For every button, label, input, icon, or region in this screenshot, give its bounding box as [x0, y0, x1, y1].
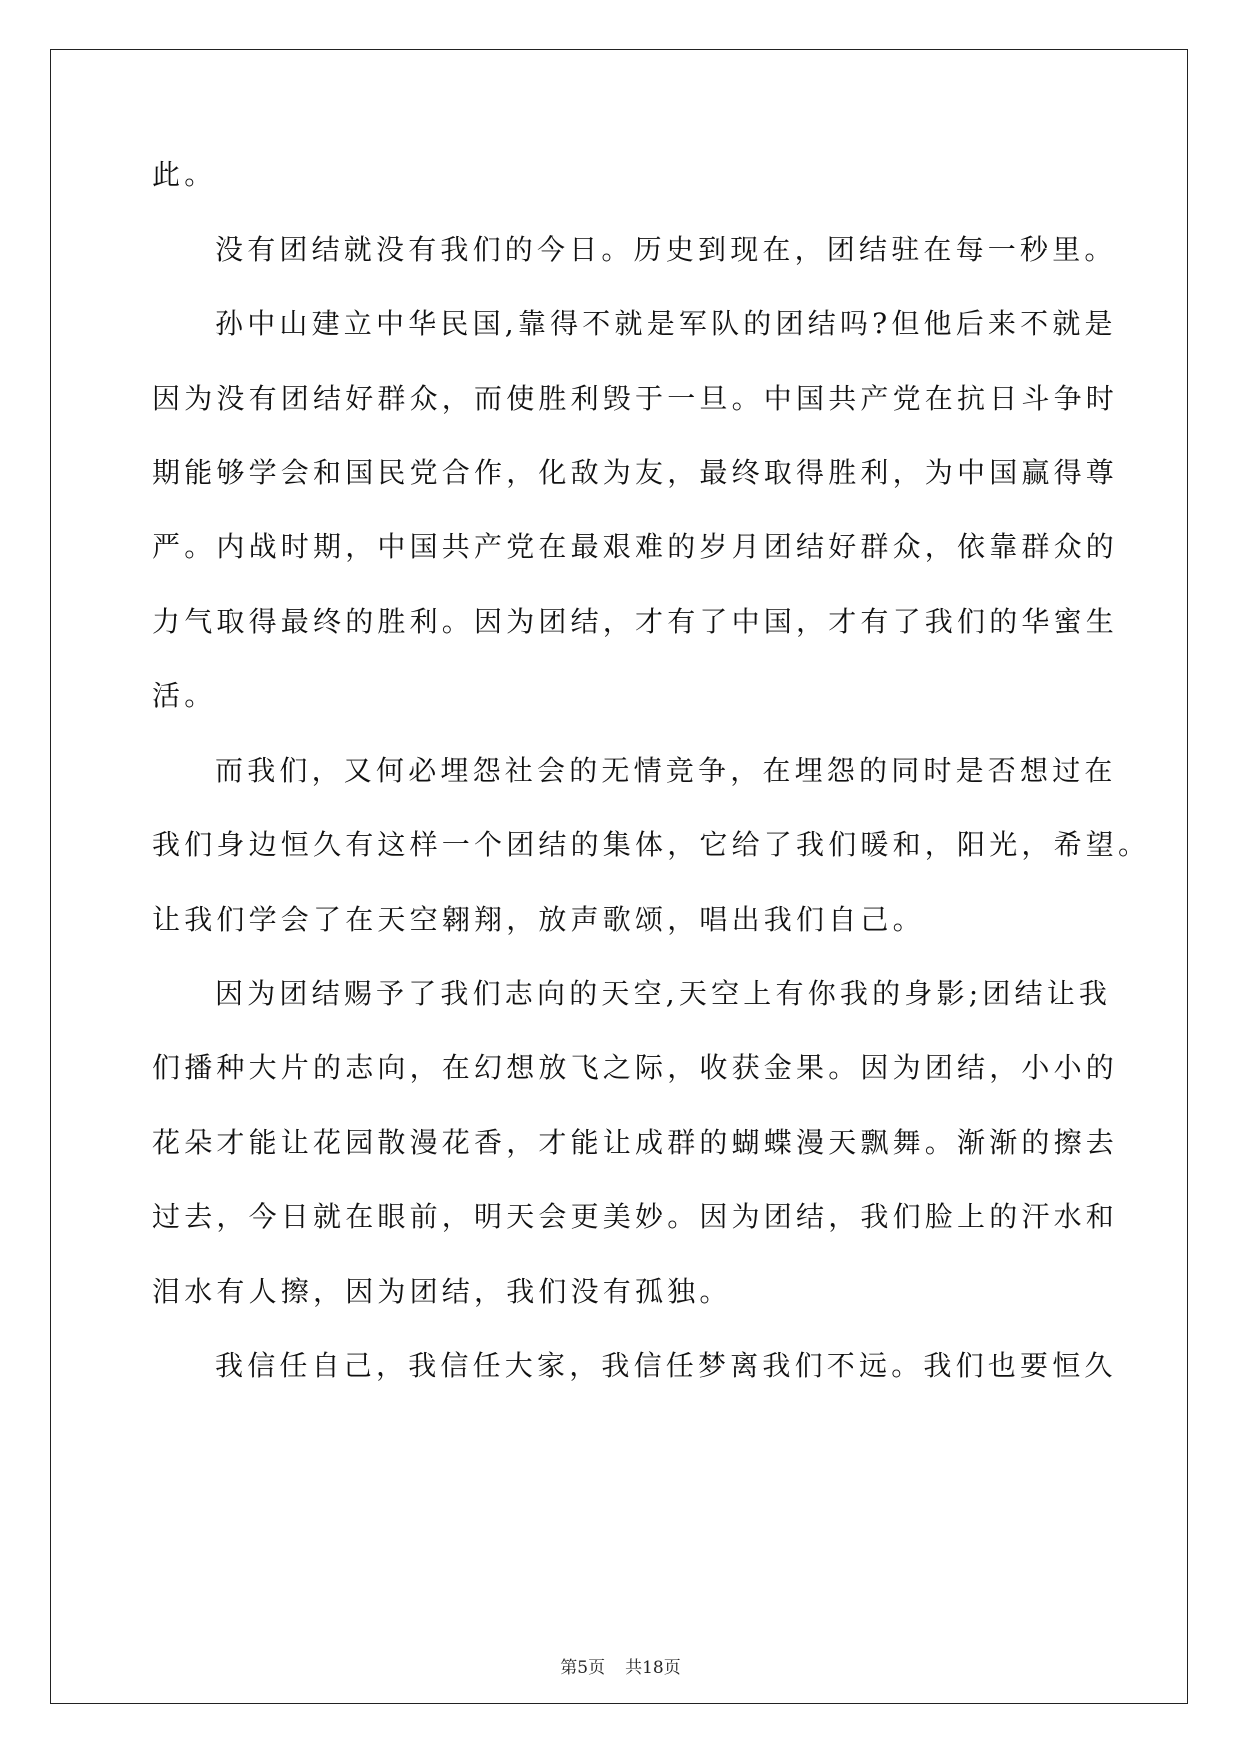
text-line: 期能够学会和国民党合作，化敌为友，最终取得胜利，为中国赢得尊 — [152, 456, 1119, 489]
text-line: 严。内战时期，中国共产党在最艰难的岁月团结好群众，依靠群众的 — [152, 530, 1119, 563]
text-line: 活。 — [152, 679, 217, 712]
text-line: 花朵才能让花园散漫花香，才能让成群的蝴蝶漫天飘舞。渐渐的擦去 — [152, 1126, 1119, 1159]
text-line: 此。 — [152, 158, 217, 191]
text-line: 过去，今日就在眼前，明天会更美妙。因为团结，我们脸上的汗水和 — [152, 1200, 1119, 1233]
text-line: 们播种大片的志向，在幻想放飞之际，收获金果。因为团结，小小的 — [152, 1051, 1119, 1084]
text-line: 因为没有团结好群众，而使胜利毁于一旦。中国共产党在抗日斗争时 — [152, 382, 1119, 415]
text-line: 泪水有人擦，因为团结，我们没有孤独。 — [152, 1275, 732, 1308]
paragraph-start-line: 我信任自己，我信任大家，我信任梦离我们不远。我们也要恒久 — [215, 1349, 1117, 1382]
text-line: 让我们学会了在天空翱翔，放声歌颂，唱出我们自己。 — [152, 903, 925, 936]
paragraph-start-line: 没有团结就没有我们的今日。历史到现在，团结驻在每一秒里。 — [215, 233, 1117, 266]
total-pages: 共18页 — [625, 1658, 681, 1678]
text-line: 力气取得最终的胜利。因为团结，才有了中国，才有了我们的华蜜生 — [152, 605, 1119, 638]
text-line: 我们身边恒久有这样一个团结的集体，它给了我们暖和，阳光，希望。 — [152, 828, 1151, 861]
paragraph-start-line: 孙中山建立中华民国,靠得不就是军队的团结吗?但他后来不就是 — [215, 307, 1117, 340]
paragraph-start-line: 因为团结赐予了我们志向的天空,天空上有你我的身影;团结让我 — [215, 977, 1112, 1010]
page-number: 第5页 — [560, 1658, 606, 1678]
page-footer — [0, 1656, 1241, 1680]
page-border — [50, 49, 1188, 1704]
paragraph-start-line: 而我们，又何必埋怨社会的无情竞争，在埋怨的同时是否想过在 — [215, 754, 1117, 787]
